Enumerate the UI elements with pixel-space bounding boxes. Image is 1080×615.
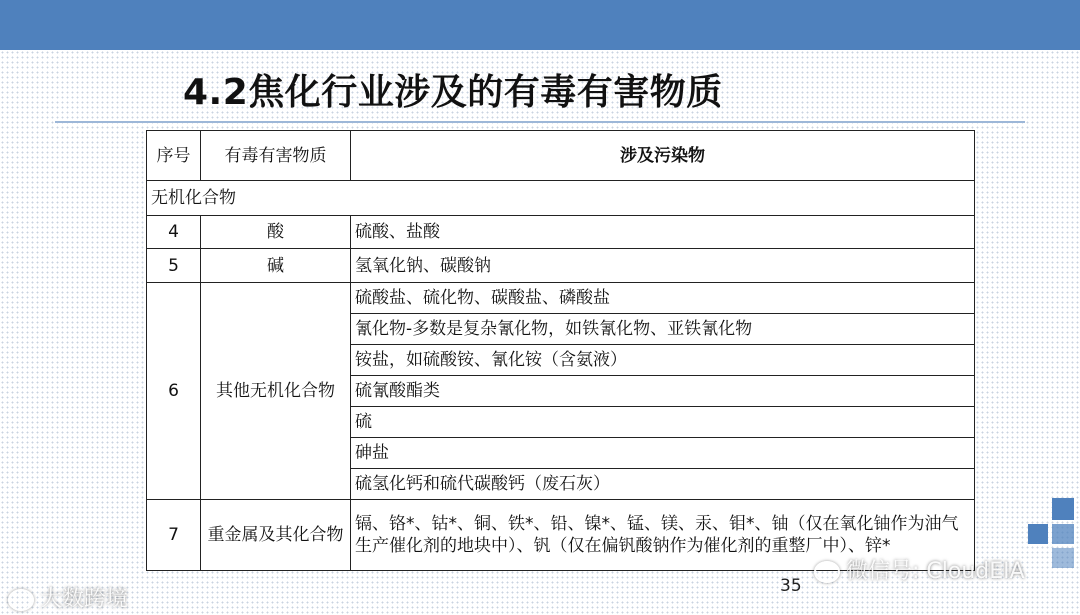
- watermark-left-text: 大数跨境: [40, 587, 129, 612]
- logo-square: [1052, 548, 1074, 568]
- row-pollutant: 氢氧化钠、碳酸钠: [351, 249, 975, 283]
- row-index: 5: [147, 249, 201, 283]
- toxic-substances-table: [146, 130, 975, 571]
- brand-icon: [8, 589, 34, 611]
- slide-title: 4.2焦化行业涉及的有毒有害物质: [183, 72, 723, 113]
- table-row: [147, 216, 975, 249]
- header-pollutants: 涉及污染物: [351, 131, 975, 181]
- row-substance: 碱: [201, 249, 351, 283]
- table-row: [147, 283, 975, 314]
- page-number: 35: [780, 576, 802, 596]
- row-pollutant: 硫氰酸酯类: [351, 376, 975, 407]
- row-index: 4: [147, 216, 201, 249]
- top-banner-bar: [0, 0, 1080, 50]
- row-pollutant: 镉、铬*、钴*、铜、铁*、铅、镍*、锰、镁、汞、钼*、铀（仅在氧化铀作为油气生产催化剂的地块中）、钒（仅在偏钒酸钠作为催化剂的重整厂中）、锌*: [351, 500, 975, 571]
- logo-square: [1028, 524, 1048, 544]
- watermark-right: [814, 554, 1025, 585]
- row-pollutant: 铵盐，如硫酸铵、氰化铵（含氨液）: [351, 345, 975, 376]
- watermark-right-text: 微信号: CloudEIA: [846, 559, 1025, 584]
- logo-square: [1052, 524, 1074, 544]
- row-pollutant: 氰化物-多数是复杂氰化物，如铁氰化物、亚铁氰化物: [351, 314, 975, 345]
- table-header-row: [147, 131, 975, 181]
- section-label: 无机化合物: [147, 181, 975, 216]
- row-pollutant: 硫氢化钙和硫代碳酸钙（废石灰）: [351, 469, 975, 500]
- wechat-icon: [814, 561, 840, 583]
- row-pollutant: 硫: [351, 407, 975, 438]
- row-substance: 重金属及其化合物: [201, 500, 351, 571]
- header-index: 序号: [147, 131, 201, 181]
- watermark-left: [8, 582, 128, 613]
- corner-logo-squares: [1020, 498, 1080, 578]
- row-pollutant: 硫酸、盐酸: [351, 216, 975, 249]
- title-divider: [55, 121, 1025, 123]
- logo-square: [1052, 498, 1074, 520]
- section-row: [147, 181, 975, 216]
- row-index: 7: [147, 500, 201, 571]
- row-substance: 其他无机化合物: [201, 283, 351, 500]
- table-row: [147, 249, 975, 283]
- row-index: 6: [147, 283, 201, 500]
- header-substance: 有毒有害物质: [201, 131, 351, 181]
- row-substance: 酸: [201, 216, 351, 249]
- row-pollutant: 砷盐: [351, 438, 975, 469]
- row-pollutant: 硫酸盐、硫化物、碳酸盐、磷酸盐: [351, 283, 975, 314]
